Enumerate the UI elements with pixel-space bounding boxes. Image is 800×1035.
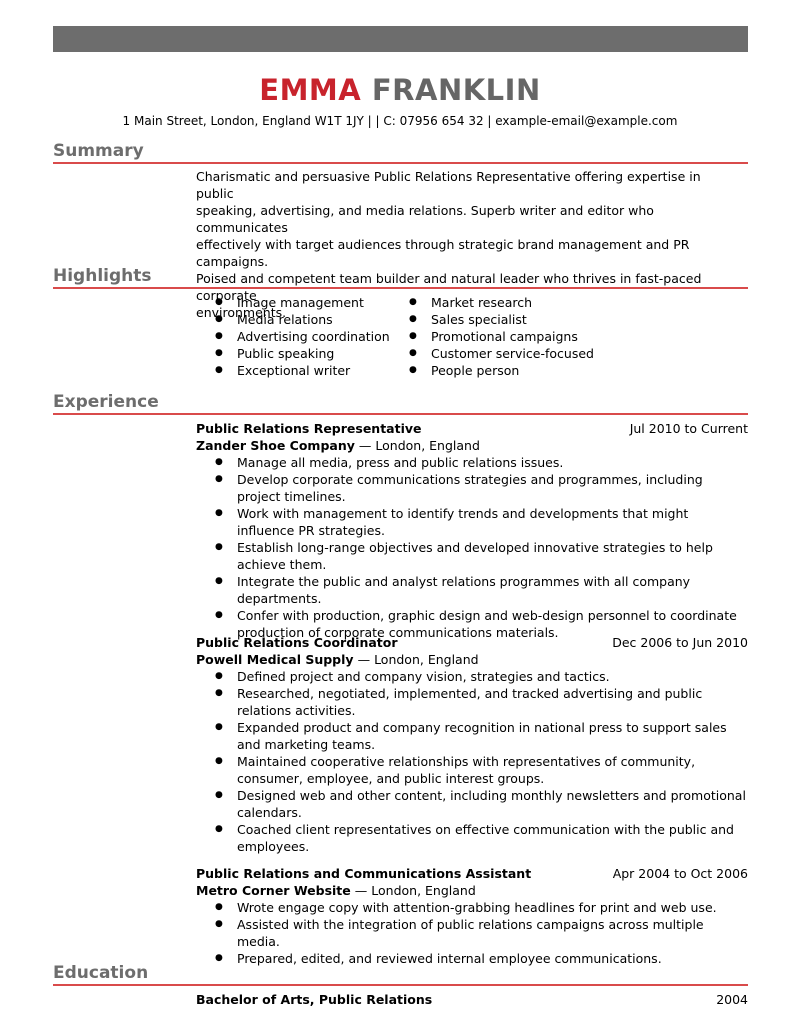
job-location: London, England <box>374 652 479 667</box>
job-entry <box>196 420 748 641</box>
highlights-heading-text: Highlights <box>53 266 152 286</box>
education-heading-text: Education <box>53 963 149 983</box>
highlight-item: ● Advertising coordination <box>215 328 390 345</box>
highlight-item: ● Exceptional writer <box>215 362 390 379</box>
job-company: Zander Shoe Company <box>196 438 355 453</box>
job-dates: Dec 2006 to Jun 2010 <box>612 635 748 650</box>
job-location: London, England <box>371 883 476 898</box>
job-bullets <box>196 899 748 967</box>
experience-heading-text: Experience <box>53 392 159 412</box>
highlight-item: ● Media relations <box>215 311 390 328</box>
last-name: FRANKLIN <box>371 73 541 107</box>
job-bullet: ● Develop corporate communications strategies and programmes, including project timelines. <box>237 471 748 505</box>
job-company: Metro Corner Website <box>196 883 351 898</box>
education-entry <box>196 991 748 1008</box>
highlight-item: ● Customer service-focused <box>409 345 594 362</box>
job-bullets <box>196 668 748 855</box>
job-entry <box>196 634 748 855</box>
highlight-item: ● Public speaking <box>215 345 390 362</box>
dash-separator: — <box>357 652 371 667</box>
job-bullet: ● Work with management to identify trends and developments that might influence PR strategies. <box>237 505 748 539</box>
job-bullet: ● Expanded product and company recognition in national press to support sales and marketing teams. <box>237 719 748 753</box>
job-bullet: ● Coached client representatives on effective communication with the public and employees. <box>237 821 748 855</box>
job-title: Public Relations Representative <box>196 421 422 436</box>
education-heading <box>53 960 748 986</box>
job-entry <box>196 865 748 967</box>
summary-line: Poised and competent team builder and natural leader who thrives in fast-paced corporate <box>196 271 702 303</box>
contact-line: 1 Main Street, London, England W1T 1JY | | C: 07956 654 32 | example-email@example.com <box>122 114 678 128</box>
education-year: 2004 <box>716 992 748 1007</box>
job-bullet: ● Researched, negotiated, implemented, and tracked advertising and public relations activities. <box>237 685 748 719</box>
job-title: Public Relations and Communications Assistant <box>196 866 532 881</box>
job-bullet: ● Prepared, edited, and reviewed internal employee communications. <box>237 950 748 967</box>
job-bullet: ● Manage all media, press and public relations issues. <box>237 454 748 471</box>
highlight-item: ● Sales specialist <box>409 311 594 328</box>
highlights-heading <box>53 263 748 289</box>
dash-separator: — <box>354 883 368 898</box>
job-bullet: ● Integrate the public and analyst relations programmes with all company departments. <box>237 573 748 607</box>
summary-heading-text: Summary <box>53 141 144 161</box>
summary-line: environments. <box>196 305 287 320</box>
header-bar <box>53 26 748 52</box>
first-name: EMMA <box>259 73 362 107</box>
experience-heading <box>53 389 748 415</box>
job-dates: Apr 2004 to Oct 2006 <box>612 866 748 881</box>
job-bullet: ● Defined project and company vision, strategies and tactics. <box>237 668 748 685</box>
job-bullet: ● Maintained cooperative relationships with representatives of community, consumer, employee, and public interest groups. <box>237 753 748 787</box>
highlight-item: ● Image management <box>215 294 390 311</box>
highlight-item: ● People person <box>409 362 594 379</box>
highlights-list-right <box>409 294 594 379</box>
highlight-item: ● Promotional campaigns <box>409 328 594 345</box>
job-title: Public Relations Coordinator <box>196 635 398 650</box>
summary-line: Charismatic and persuasive Public Relations Representative offering expertise in public <box>196 169 701 201</box>
highlight-item: ● Market research <box>409 294 594 311</box>
education-degree: Bachelor of Arts, Public Relations <box>196 992 433 1007</box>
job-dates: Jul 2010 to Current <box>629 421 748 436</box>
job-company: Powell Medical Supply <box>196 652 354 667</box>
job-bullet: ● Assisted with the integration of public relations campaigns across multiple media. <box>237 916 748 950</box>
job-bullets <box>196 454 748 641</box>
candidate-name <box>0 72 800 108</box>
job-bullet: ● Designed web and other content, including monthly newsletters and promotional calendars. <box>237 787 748 821</box>
job-location: London, England <box>375 438 480 453</box>
summary-line: speaking, advertising, and media relations. Superb writer and editor who communicates <box>196 203 654 235</box>
highlights-list-left <box>215 294 390 379</box>
summary-line: effectively with target audiences through strategic brand management and PR campaigns. <box>196 237 690 269</box>
summary-heading <box>53 138 748 164</box>
job-bullet: ● Establish long-range objectives and developed innovative strategies to help achieve them. <box>237 539 748 573</box>
dash-separator: — <box>358 438 372 453</box>
job-bullet: ● Wrote engage copy with attention-grabbing headlines for print and web use. <box>237 899 748 916</box>
job-bullet: ● Confer with production, graphic design and web-design personnel to coordinate production of corporate communications materials. <box>237 607 748 641</box>
